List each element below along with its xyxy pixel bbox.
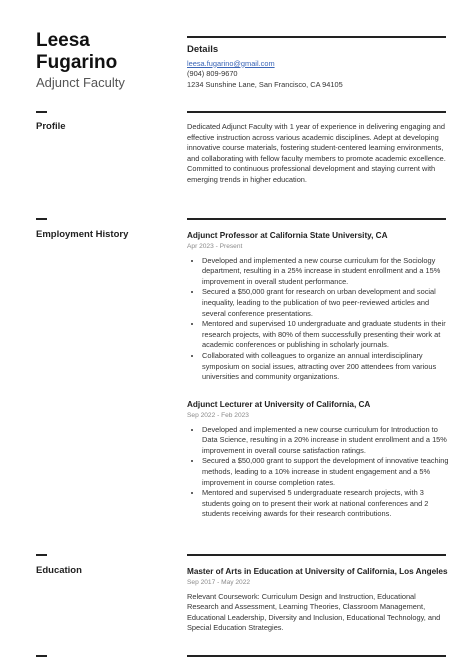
- next-section-marker: [36, 655, 47, 657]
- job-bullet: • Collaborated with colleagues to organize an annual interdisciplinary symposium on social issues, attracting over 200 attendees from various universities and community organizations.: [202, 351, 449, 383]
- education-heading: Education: [36, 565, 82, 576]
- address: 1234 Sunshine Lane, San Francisco, CA 94105: [187, 79, 343, 89]
- profile-heading: Profile: [36, 121, 66, 132]
- job-bullet: • Developed and implemented a new course curriculum for Introduction to Data Science, resulting in a 20% increase in student enrollment and a 15% improvement in overall course satisfaction ratings.: [202, 425, 449, 457]
- last-name: Fugarino: [36, 52, 118, 73]
- job-bullets: [187, 256, 449, 383]
- profile-paragraph: Dedicated Adjunct Faculty with 1 year of experience in delivering engaging and effective instruction across various academic disciplines. Adept at developing innovative course materials, fostering student-centered learning environments, and collaborating with fellow faculty members to promote academic excellence. Committed to continuous professional development and staying current with emerging trends in higher education.: [187, 122, 446, 184]
- job-bullet: • Secured a $50,000 grant for research on urban development and social inequality, leading to the publication of two peer-reviewed articles and several conference presentations.: [202, 287, 449, 319]
- profile-divider: [187, 111, 446, 113]
- job-title: Adjunct Professor at California State University, CA: [187, 231, 388, 240]
- candidate-name: [36, 30, 166, 74]
- education-dates: Sep 2017 - May 2022: [187, 579, 251, 586]
- job-entry: [187, 399, 449, 520]
- profile-text: [187, 122, 449, 186]
- details-heading: Details: [187, 44, 219, 55]
- phone-number: (904) 809-9670: [187, 69, 238, 79]
- job-bullet: • Mentored and supervised 10 undergraduate and graduate students in their research projects, with 80% of them successfully presenting their work at academic conferences or publishing in scholarly journals.: [202, 319, 449, 351]
- degree-title: Master of Arts in Education at University of California, Los Angeles: [187, 567, 448, 576]
- email-link[interactable]: leesa.fugarino@gmail.com: [187, 58, 275, 68]
- job-title: Adjunct Lecturer at University of California, CA: [187, 400, 371, 409]
- education-entry: [187, 566, 449, 634]
- details-section: [187, 45, 449, 90]
- job-bullets: [187, 425, 449, 520]
- employment-heading: Employment History: [36, 229, 129, 240]
- job-title-subtitle: Adjunct Faculty: [36, 75, 125, 90]
- job-bullet: • Developed and implemented a new course curriculum for the Sociology department, resulting in a 25% increase in student enrollment and a 15% improvement in overall student performance.: [202, 256, 449, 288]
- education-divider: [187, 554, 446, 556]
- next-section-divider: [187, 655, 446, 657]
- job-dates: Apr 2023 - Present: [187, 243, 243, 250]
- employment-marker: [36, 218, 47, 220]
- employment-divider: [187, 218, 446, 220]
- education-coursework: Relevant Coursework: Curriculum Design and Instruction, Educational Research and Assessment, Learning Theories, Classroom Management, Educational Leadership, Diversity and Inclusion, Educational Technology, and Special Education Strategies.: [187, 591, 441, 633]
- profile-marker: [36, 111, 47, 113]
- first-name: Leesa: [36, 30, 90, 51]
- job-bullet: • Mentored and supervised 5 undergraduate research projects, with 3 students going on to present their work at national conferences and 2 students receiving awards for their research contributions.: [202, 488, 449, 520]
- education-marker: [36, 554, 47, 556]
- job-entry: [187, 230, 449, 383]
- job-bullet: • Secured a $50,000 grant to support the development of innovative teaching methods, leading to a 10% increase in student engagement and a 5% improvement in course completion rates.: [202, 456, 449, 488]
- details-divider: [187, 36, 446, 38]
- job-dates: Sep 2022 - Feb 2023: [187, 412, 249, 419]
